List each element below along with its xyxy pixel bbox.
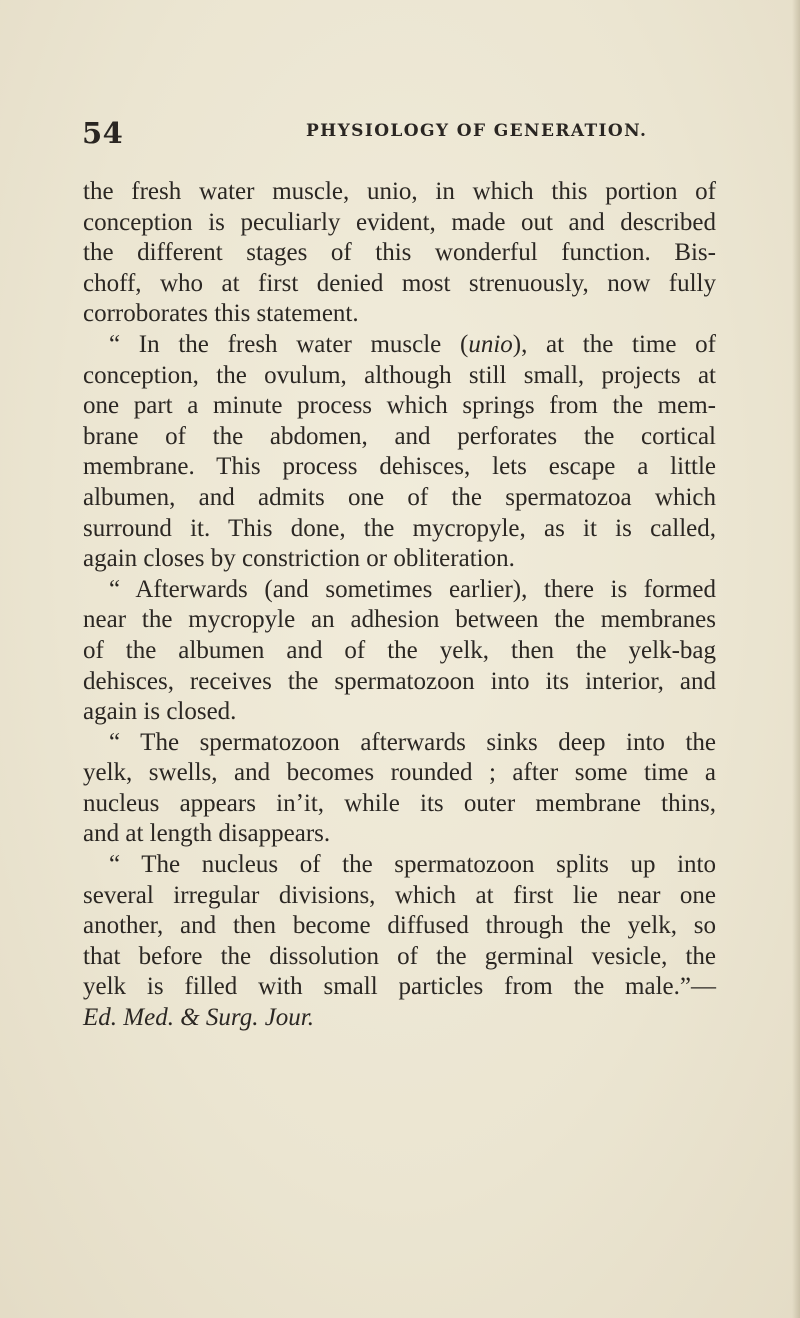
text-line: dehisces, receives the spermatozoon into its interior, and [83, 667, 716, 695]
running-title: PHYSIOLOGY OF GENERATION. [306, 121, 648, 141]
text-line: corroborates this statement. [83, 300, 359, 328]
text-line: near the mycropyle an adhesion between the membranes [83, 606, 716, 634]
text-line: “ Afterwards (and sometimes earlier), there is formed [109, 575, 716, 603]
text-line: again is closed. [83, 698, 237, 726]
text-line: again closes by constriction or obliteration. [83, 545, 515, 573]
text-line: that before the dissolution of the germinal vesicle, the [83, 942, 716, 970]
text-line: surround it. This done, the mycropyle, as it is called, [83, 514, 716, 542]
text-line: conception is peculiarly evident, made out and described [83, 208, 716, 236]
text-line [83, 330, 716, 361]
text-segment: ), at the time of [512, 330, 716, 358]
text-line: “ The nucleus of the spermatozoon splits up into [109, 851, 716, 879]
text-line: nucleus appears inʼit, while its outer membrane thins, [83, 789, 716, 817]
text-line: another, and then become diffused through the yelk, so [83, 912, 716, 940]
text-line: albumen, and admits one of the spermatozoa which [83, 483, 716, 511]
running-header [82, 116, 722, 150]
text-line: of the albumen and of the yelk, then the yelk-bag [83, 636, 716, 664]
italic-term: unio [468, 330, 513, 358]
text-line: and at length disappears. [83, 820, 331, 848]
text-line: membrane. This process dehisces, lets escape a little [83, 453, 716, 481]
text-line: choff, who at first denied most strenuously, now fully [83, 269, 716, 297]
text-line: the fresh water muscle, unio, in which this portion of [83, 178, 716, 205]
page-edge-shadow [792, 0, 800, 1318]
text-line: one part a minute process which springs from the mem- [83, 392, 716, 420]
text-line: yelk, swells, and becomes rounded ; after some time a [83, 759, 716, 787]
body-text [83, 177, 716, 1034]
citation: Ed. Med. & Surg. Jour. [83, 1004, 314, 1032]
text-segment: “ In the fresh water muscle ( [109, 330, 469, 358]
text-line: conception, the ovulum, although still small, projects at [83, 361, 716, 389]
page-number: 54 [82, 116, 124, 150]
text-line: “ The spermatozoon afterwards sinks deep into the [109, 728, 716, 756]
text-line: several irregular divisions, which at first lie near one [83, 881, 716, 909]
text-line: brane of the abdomen, and perforates the cortical [83, 422, 716, 450]
text-line: yelk is filled with small particles from the male.”— [83, 973, 716, 1001]
text-line: the different stages of this wonderful function. Bis- [83, 239, 716, 267]
